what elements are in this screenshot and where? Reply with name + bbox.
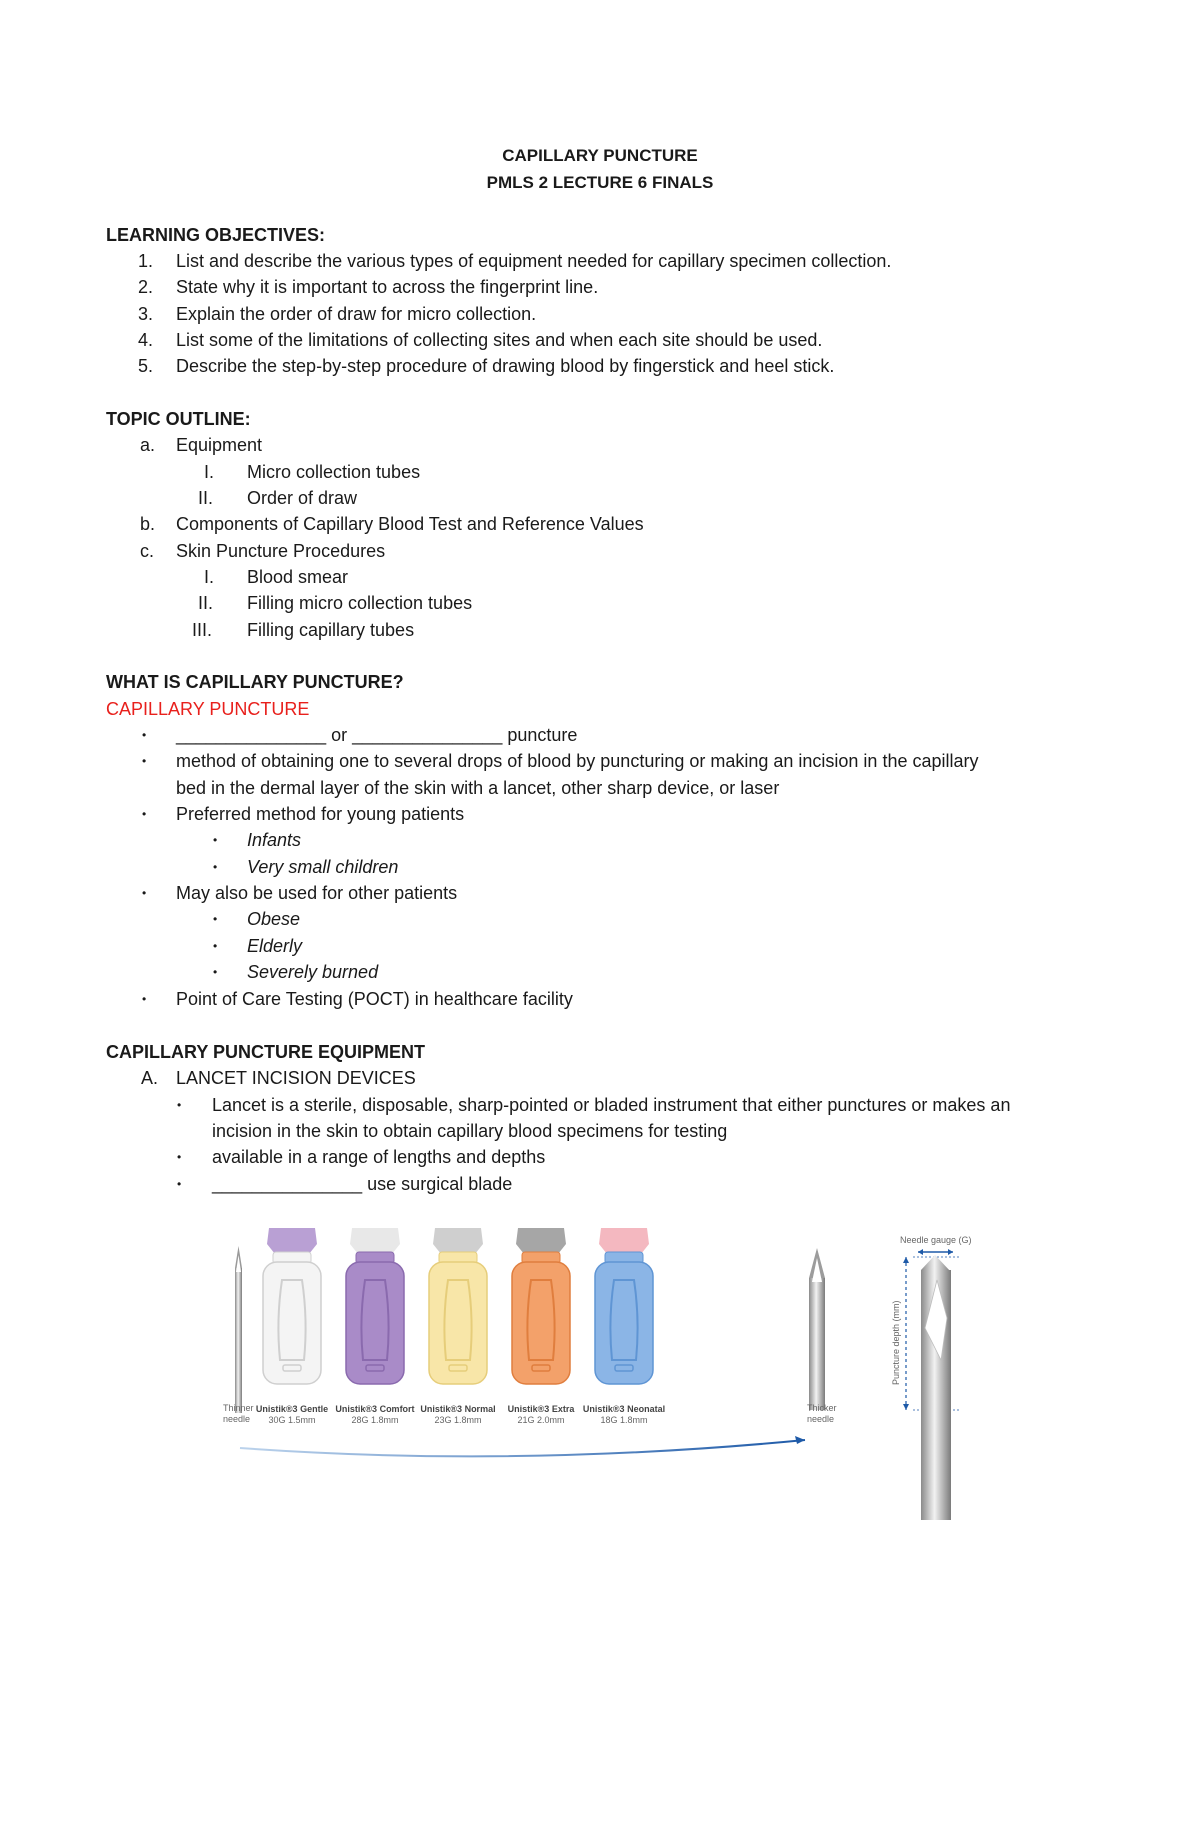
bullet-icon: • (142, 728, 147, 742)
outline-marker: I. (204, 462, 215, 482)
lancet-devices (256, 1228, 665, 1425)
arrow-head-icon (795, 1436, 805, 1444)
outline-subitem: Micro collection tubes (247, 462, 421, 482)
lancet-name: Unistik®3 Comfort (335, 1404, 415, 1414)
objective-number: 2. (138, 277, 154, 297)
what-is-heading: WHAT IS CAPILLARY PUNCTURE? (106, 672, 404, 692)
thick-needle-icon (809, 1248, 825, 1410)
patient-type: Very small children (247, 857, 399, 877)
lancet-cap (433, 1228, 483, 1254)
objective-text: List and describe the various types of equipment needed for capillary specimen collection. (176, 251, 892, 271)
bullet-icon: • (213, 965, 218, 979)
lancet-device (508, 1228, 576, 1425)
lancet-spec: 30G 1.5mm (268, 1415, 316, 1425)
lancet-definition-line-2: incision in the skin to obtain capillary blood specimens for testing (212, 1121, 728, 1141)
patient-type: Obese (247, 909, 301, 929)
lancet-spec: 18G 1.8mm (600, 1415, 648, 1425)
outline-marker: III. (192, 620, 213, 640)
outline-item: Skin Puncture Procedures (176, 541, 386, 561)
lancet-name: Unistik®3 Neonatal (582, 1404, 666, 1414)
patient-type: Severely burned (247, 962, 379, 982)
other-patients: May also be used for other patients (176, 883, 458, 903)
objective-text: List some of the limitations of collecting sites and when each site should be used. (176, 330, 823, 350)
lancet-spec: 21G 2.0mm (517, 1415, 565, 1425)
bullet-icon: • (177, 1098, 182, 1112)
objective-text: State why it is important to across the fingerprint line. (176, 277, 599, 297)
lancet-name: Unistik®3 Gentle (255, 1404, 329, 1414)
document-title: CAPILLARY PUNCTURE (502, 146, 698, 165)
patient-type: Infants (247, 830, 302, 850)
thicker-label: Thicker (807, 1403, 837, 1413)
lancet-device (583, 1228, 665, 1425)
lancet-device (420, 1228, 495, 1425)
outline-marker: II. (198, 593, 214, 613)
definition-line-2: bed in the dermal layer of the skin with a lancet, other sharp device, or laser (176, 778, 780, 798)
lancet-name: Unistik®3 Normal (420, 1404, 496, 1414)
capillary-puncture-red-label: CAPILLARY PUNCTURE (106, 699, 310, 719)
outline-marker: II. (198, 488, 214, 508)
equipment-marker: A. (141, 1068, 159, 1088)
bullet-icon: • (213, 939, 218, 953)
surgical-blade-blank: _______________ use surgical blade (212, 1174, 513, 1194)
lancet-device (256, 1228, 328, 1425)
thicker-label: needle (807, 1414, 835, 1424)
lancet-cap (599, 1228, 649, 1254)
bullet-icon: • (177, 1177, 182, 1191)
blank-fill-line: _______________ or _______________ puncture (176, 725, 578, 745)
outline-subitem: Blood smear (247, 567, 349, 587)
outline-marker: b. (140, 514, 156, 534)
outline-marker: I. (204, 567, 215, 587)
lancet-devices-label: LANCET INCISION DEVICES (176, 1068, 416, 1088)
equipment-heading: CAPILLARY PUNCTURE EQUIPMENT (106, 1042, 426, 1062)
poct-item: Point of Care Testing (POCT) in healthcare facility (176, 989, 573, 1009)
patient-type: Elderly (247, 936, 303, 956)
objective-text: Explain the order of draw for micro collection. (176, 304, 537, 324)
objective-number: 1. (138, 251, 154, 271)
needle-detail-icon (891, 1235, 972, 1520)
puncture-depth-label: Puncture depth (mm) (891, 1300, 901, 1385)
lancet-cap (350, 1228, 400, 1254)
thinner-label: Thinner (223, 1403, 254, 1413)
lancet-device (335, 1228, 414, 1425)
bullet-icon: • (142, 754, 147, 768)
objective-number: 4. (138, 330, 154, 350)
thinner-label: needle (223, 1414, 251, 1424)
lancet-figure (215, 1210, 975, 1530)
lancet-cap (516, 1228, 566, 1254)
preferred-method: Preferred method for young patients (176, 804, 465, 824)
outline-subitem: Filling capillary tubes (247, 620, 415, 640)
outline-item: Components of Capillary Blood Test and Reference Values (176, 514, 644, 534)
lancet-range: available in a range of lengths and depths (212, 1147, 546, 1167)
lancet-spec: 23G 1.8mm (434, 1415, 482, 1425)
lancet-illustration (215, 1210, 975, 1530)
lancet-definition-line-1: Lancet is a sterile, disposable, sharp-pointed or bladed instrument that either punctures or makes an (212, 1095, 1011, 1115)
outline-marker: a. (140, 435, 156, 455)
bullet-icon: • (213, 860, 218, 874)
objective-number: 3. (138, 304, 154, 324)
lancet-spec: 28G 1.8mm (351, 1415, 399, 1425)
needle-gauge-label: Needle gauge (G) (900, 1235, 972, 1245)
bullet-icon: • (213, 833, 218, 847)
lancet-name: Unistik®3 Extra (507, 1404, 575, 1414)
outline-item: Equipment (176, 435, 263, 455)
outline-heading: TOPIC OUTLINE: (106, 409, 251, 429)
bullet-icon: • (142, 807, 147, 821)
thin-needle-icon (235, 1246, 242, 1413)
objective-number: 5. (138, 356, 154, 376)
outline-subitem: Order of draw (247, 488, 358, 508)
outline-subitem: Filling micro collection tubes (247, 593, 473, 613)
thinner-to-thicker-arrow (240, 1440, 805, 1456)
bullet-icon: • (177, 1150, 182, 1164)
lancet-cap (267, 1228, 317, 1254)
objective-text: Describe the step-by-step procedure of drawing blood by fingerstick and heel stick. (176, 356, 835, 376)
document-subtitle: PMLS 2 LECTURE 6 FINALS (486, 173, 714, 192)
bullet-icon: • (213, 912, 218, 926)
bullet-icon: • (142, 992, 147, 1006)
objectives-heading: LEARNING OBJECTIVES: (106, 225, 326, 245)
bullet-icon: • (142, 886, 147, 900)
outline-marker: c. (140, 541, 155, 561)
definition-line-1: method of obtaining one to several drops of blood by puncturing or making an incision in the capillary (176, 751, 979, 771)
